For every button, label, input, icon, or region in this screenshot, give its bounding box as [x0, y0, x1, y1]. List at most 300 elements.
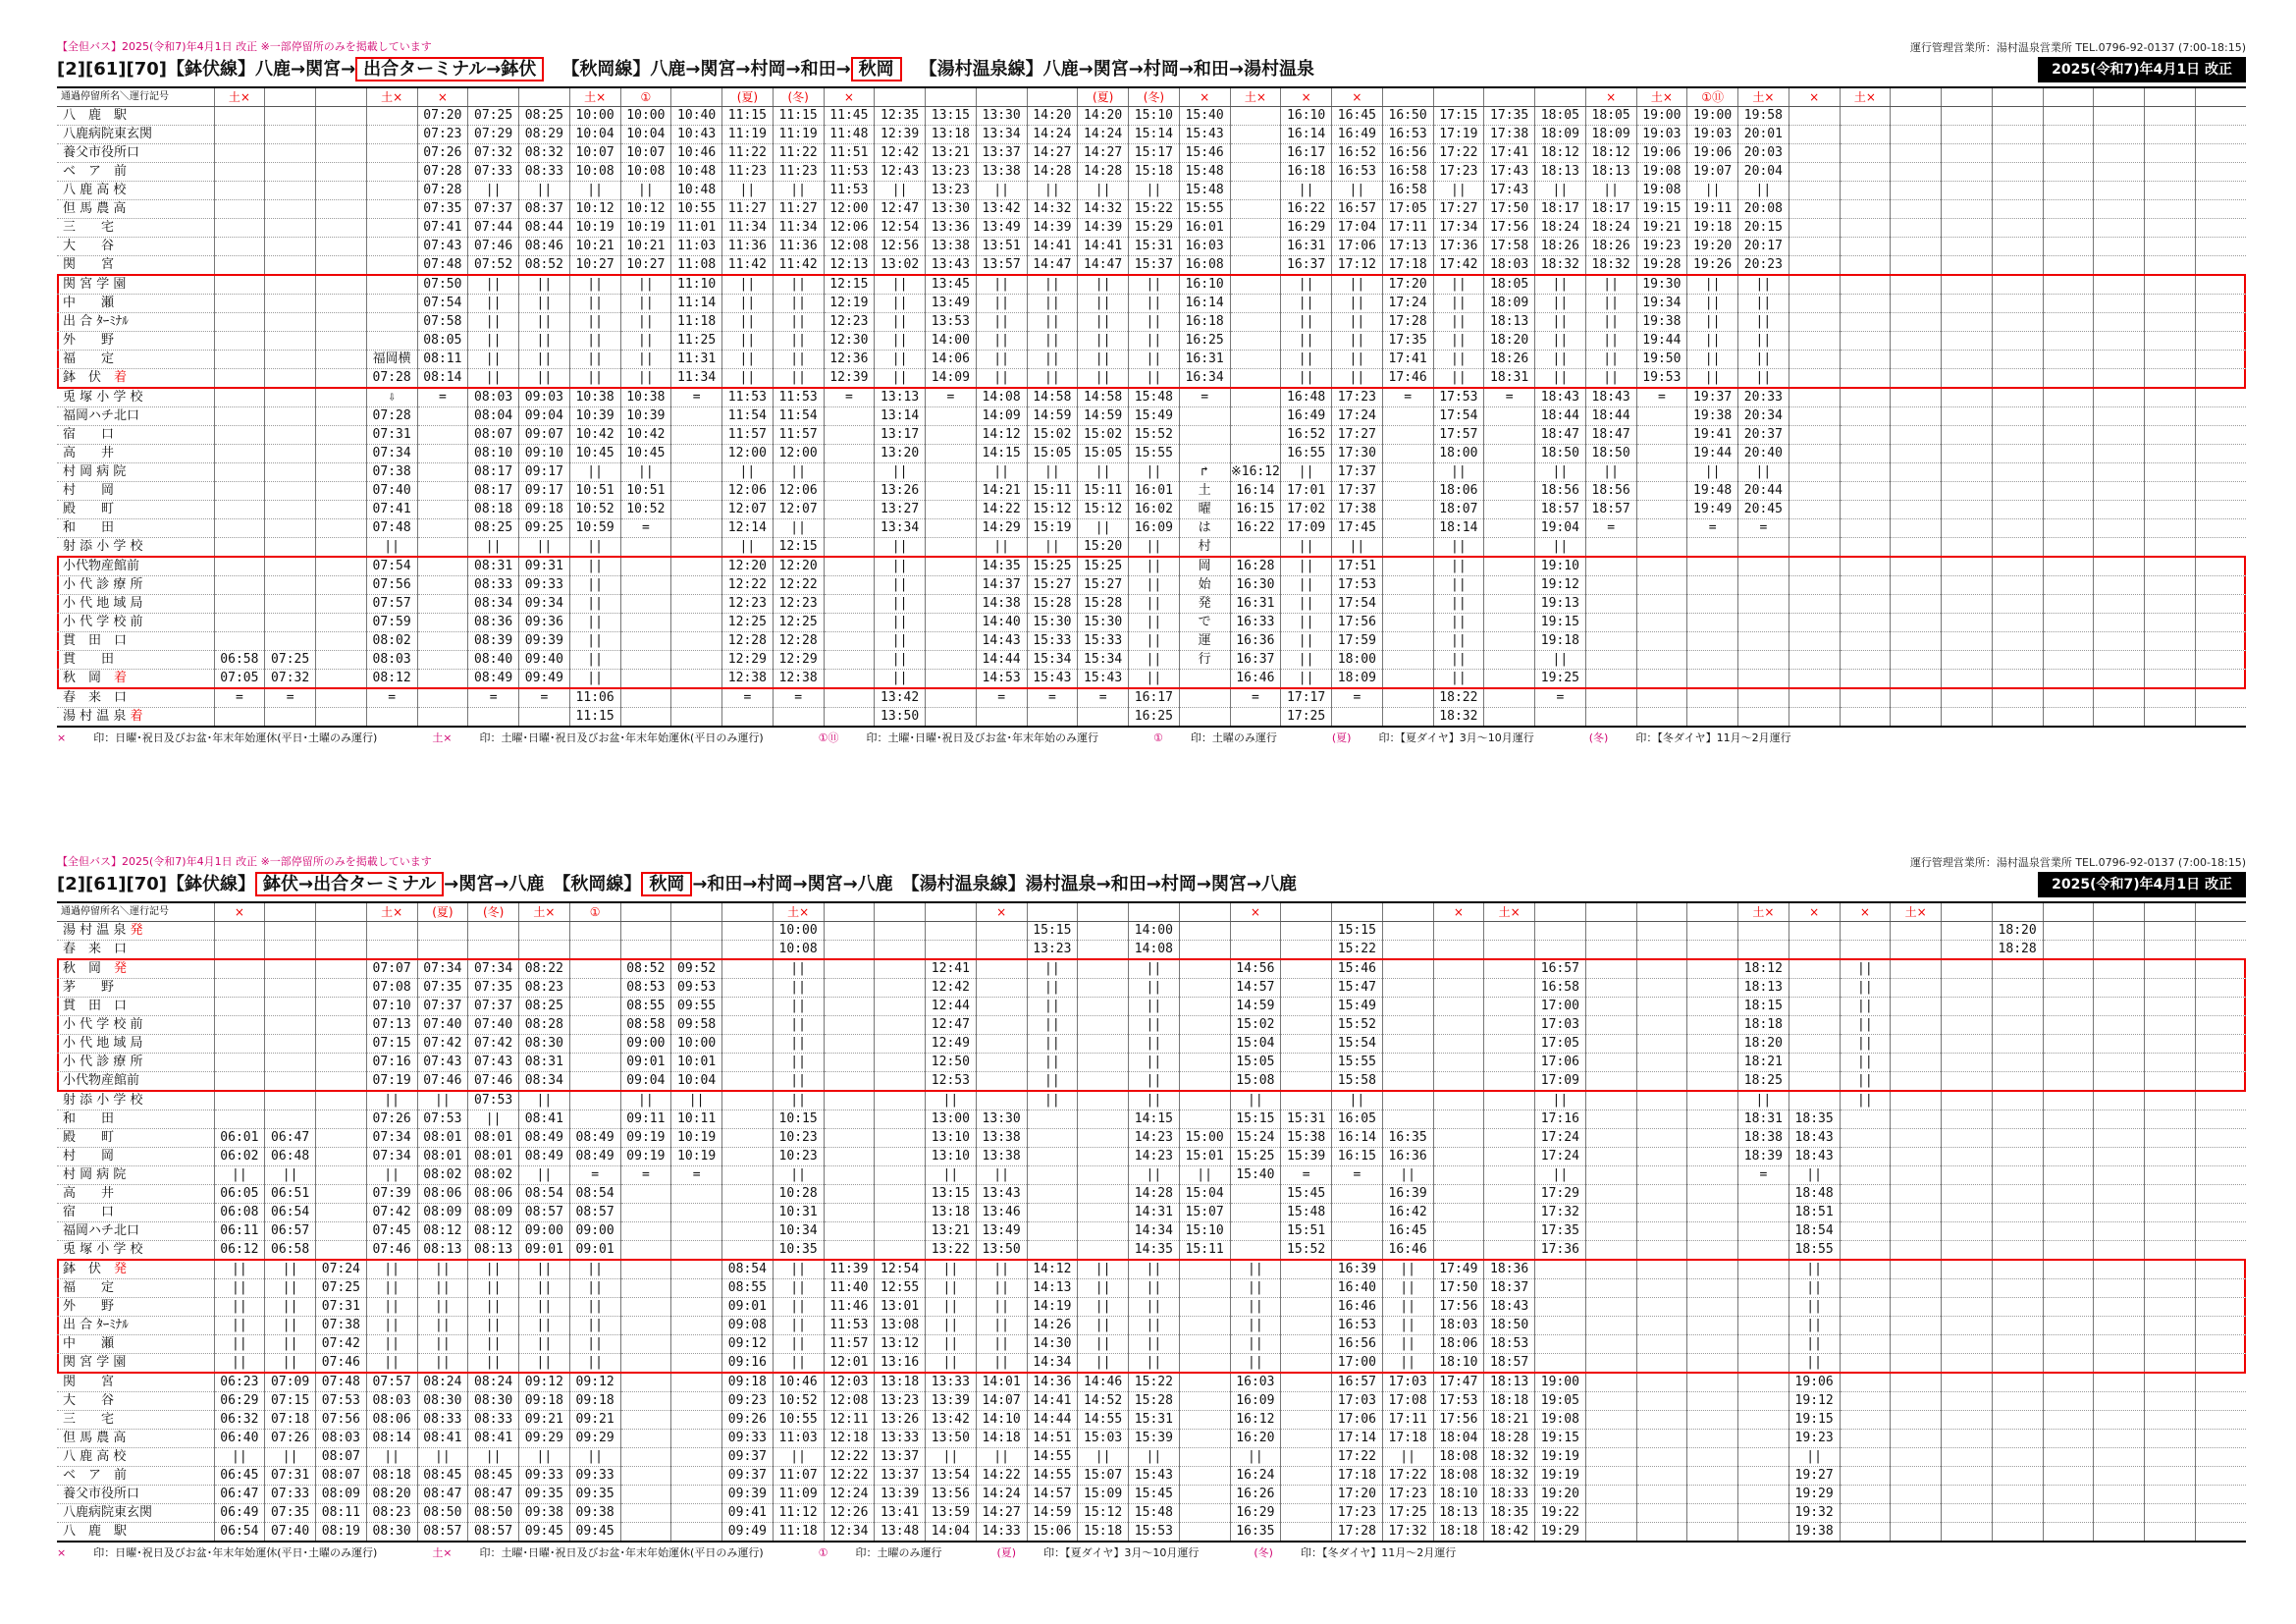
- time-cell: 13:30: [976, 107, 1027, 126]
- time-cell: [2094, 1279, 2145, 1298]
- service-mark: ①⑪: [1687, 87, 1738, 107]
- time-cell: [1942, 238, 1993, 256]
- time-cell: 16:09: [1230, 1392, 1281, 1411]
- time-cell: 15:53: [1129, 1523, 1180, 1543]
- stop-name: 養父市役所口: [57, 1486, 214, 1504]
- time-cell: 18:36: [1484, 1260, 1535, 1279]
- time-cell: 19:08: [1636, 163, 1687, 182]
- time-cell: 12:25: [722, 614, 774, 632]
- service-mark: 土×: [1891, 902, 1942, 922]
- stop-name: 村 岡 病 院: [57, 463, 214, 482]
- time-cell: 14:24: [976, 1486, 1027, 1504]
- time-cell: [1433, 959, 1484, 979]
- time-cell: [1942, 426, 1993, 445]
- time-cell: ||: [1433, 632, 1484, 651]
- time-cell: 14:24: [1027, 126, 1078, 144]
- time-cell: [265, 614, 316, 632]
- time-cell: [1891, 1430, 1942, 1448]
- time-cell: 18:25: [1738, 1072, 1789, 1092]
- time-cell: 08:49: [569, 1129, 620, 1148]
- service-mark: (夏): [1078, 87, 1129, 107]
- time-cell: [1891, 1317, 1942, 1335]
- time-cell: [1484, 632, 1535, 651]
- time-cell: 18:50: [1535, 445, 1586, 463]
- time-cell: ||: [1433, 295, 1484, 313]
- time-cell: [265, 941, 316, 960]
- legend-key: (夏): [1331, 731, 1352, 744]
- time-cell: [1636, 998, 1687, 1016]
- time-cell: [1789, 351, 1840, 369]
- timetable-row: [57, 519, 2246, 538]
- time-cell: [671, 1448, 722, 1467]
- time-cell: ||: [1281, 557, 1332, 576]
- time-cell: [1840, 688, 1891, 708]
- time-cell: [1840, 332, 1891, 351]
- time-cell: 12:29: [722, 651, 774, 670]
- time-cell: 19:06: [1687, 144, 1738, 163]
- time-cell: ||: [1840, 1072, 1891, 1092]
- time-cell: [1992, 1204, 2043, 1222]
- time-cell: [1891, 1354, 1942, 1374]
- time-cell: 12:47: [926, 1016, 977, 1035]
- time-cell: ||: [366, 1317, 417, 1335]
- service-mark: [824, 902, 875, 922]
- time-cell: [2094, 200, 2145, 219]
- time-cell: [2043, 445, 2094, 463]
- time-cell: [265, 632, 316, 651]
- time-cell: 12:35: [875, 107, 926, 126]
- time-cell: [1942, 1129, 1993, 1148]
- time-cell: [1738, 576, 1789, 595]
- time-cell: 07:44: [468, 219, 519, 238]
- time-cell: 14:08: [1129, 941, 1180, 960]
- time-cell: 20:34: [1738, 407, 1789, 426]
- time-cell: ||: [1433, 670, 1484, 689]
- time-cell: 18:06: [1433, 1335, 1484, 1354]
- time-cell: 16:03: [1230, 1373, 1281, 1392]
- time-cell: [1891, 1504, 1942, 1523]
- time-cell: 11:27: [773, 200, 824, 219]
- time-cell: 17:45: [1332, 519, 1383, 538]
- time-cell: 07:10: [366, 998, 417, 1016]
- time-cell: [1484, 576, 1535, 595]
- time-cell: 11:22: [773, 144, 824, 163]
- time-cell: [316, 1110, 367, 1129]
- time-cell: [2195, 651, 2246, 670]
- time-cell: [824, 688, 875, 708]
- time-cell: 15:19: [1027, 519, 1078, 538]
- service-mark: [1687, 902, 1738, 922]
- time-cell: ||: [519, 1166, 570, 1185]
- time-cell: [2195, 107, 2246, 126]
- time-cell: 14:20: [1027, 107, 1078, 126]
- time-cell: [1535, 1298, 1586, 1317]
- time-cell: ||: [722, 275, 774, 295]
- time-cell: 17:53: [1433, 388, 1484, 407]
- time-cell: ||: [1332, 275, 1383, 295]
- time-cell: [2195, 313, 2246, 332]
- time-cell: [214, 1110, 265, 1129]
- time-cell: ||: [1078, 519, 1129, 538]
- time-cell: [1891, 1486, 1942, 1504]
- time-cell: 14:00: [1129, 922, 1180, 941]
- time-cell: 19:38: [1789, 1523, 1840, 1543]
- time-cell: [1992, 1129, 2043, 1148]
- time-cell: [1789, 501, 1840, 519]
- time-cell: [265, 182, 316, 200]
- time-cell: [2145, 332, 2196, 351]
- time-cell: [2094, 595, 2145, 614]
- time-cell: 19:03: [1687, 126, 1738, 144]
- time-cell: 15:05: [1027, 445, 1078, 463]
- time-cell: 16:58: [1535, 979, 1586, 998]
- time-cell: 18:35: [1484, 1504, 1535, 1523]
- time-cell: [1687, 998, 1738, 1016]
- time-cell: 08:54: [722, 1260, 774, 1279]
- title-part: 【湯村温泉線】八鹿→関宮→村岡→和田→湯村温泉: [919, 59, 1314, 80]
- time-cell: ||: [265, 1354, 316, 1374]
- time-cell: 08:57: [569, 1204, 620, 1222]
- time-cell: 08:11: [417, 351, 468, 369]
- time-cell: 07:59: [366, 614, 417, 632]
- time-cell: [875, 1016, 926, 1035]
- time-cell: [1484, 482, 1535, 501]
- time-cell: [2145, 238, 2196, 256]
- time-cell: [1992, 998, 2043, 1016]
- time-cell: 15:24: [1230, 1129, 1281, 1148]
- time-cell: [1230, 275, 1281, 295]
- time-cell: 08:52: [519, 256, 570, 276]
- time-cell: [316, 538, 367, 558]
- time-cell: [1992, 1430, 2043, 1448]
- time-cell: [366, 295, 417, 313]
- legend-item: [432, 1546, 790, 1559]
- time-cell: [2043, 163, 2094, 182]
- time-cell: [875, 941, 926, 960]
- time-cell: 10:00: [569, 107, 620, 126]
- time-cell: [671, 1373, 722, 1392]
- stop-name: 春 来 口: [57, 688, 214, 708]
- time-cell: [1738, 1354, 1789, 1374]
- stop-name: 兎 塚 小 学 校: [57, 388, 214, 407]
- time-cell: [1891, 1035, 1942, 1054]
- time-cell: 08:20: [366, 1486, 417, 1504]
- time-cell: [316, 1185, 367, 1204]
- time-cell: [2145, 463, 2196, 482]
- time-cell: ||: [265, 1260, 316, 1279]
- time-cell: =: [1332, 1166, 1383, 1185]
- time-cell: 09:41: [722, 1504, 774, 1523]
- timetable-row: [57, 688, 2246, 708]
- time-cell: [1840, 369, 1891, 389]
- timetable-row: [57, 632, 2246, 651]
- time-cell: 12:22: [824, 1448, 875, 1467]
- time-cell: [1789, 1054, 1840, 1072]
- time-cell: [1687, 1430, 1738, 1448]
- time-cell: [1840, 295, 1891, 313]
- time-cell: ||: [1687, 332, 1738, 351]
- time-cell: [1891, 941, 1942, 960]
- stop-name: 福 定: [57, 351, 214, 369]
- time-cell: [1636, 614, 1687, 632]
- time-cell: 13:50: [976, 1241, 1027, 1261]
- time-cell: 10:21: [620, 238, 671, 256]
- time-cell: [1738, 1504, 1789, 1523]
- time-cell: 19:07: [1687, 163, 1738, 182]
- time-cell: [1891, 332, 1942, 351]
- time-cell: [1585, 1411, 1636, 1430]
- time-cell: ||: [1535, 313, 1586, 332]
- time-cell: =: [417, 388, 468, 407]
- time-cell: [2195, 1373, 2246, 1392]
- time-cell: 12:18: [824, 1430, 875, 1448]
- time-cell: [1585, 1298, 1636, 1317]
- stop-name: 兎 塚 小 学 校: [57, 1241, 214, 1261]
- timetable-row: [57, 1016, 2246, 1035]
- time-cell: 16:49: [1281, 407, 1332, 426]
- time-cell: [1942, 369, 1993, 389]
- time-cell: ||: [468, 1298, 519, 1317]
- time-cell: 16:25: [1129, 708, 1180, 728]
- time-cell: 06:58: [214, 651, 265, 670]
- time-cell: [1687, 651, 1738, 670]
- time-cell: 07:20: [417, 107, 468, 126]
- legend-key: 土×: [432, 1546, 453, 1559]
- time-cell: [1179, 1392, 1230, 1411]
- time-cell: ||: [620, 295, 671, 313]
- time-cell: 18:26: [1535, 238, 1586, 256]
- time-cell: [1636, 407, 1687, 426]
- time-cell: 14:35: [976, 557, 1027, 576]
- time-cell: [1179, 1317, 1230, 1335]
- time-cell: [316, 445, 367, 463]
- time-cell: 19:00: [1636, 107, 1687, 126]
- time-cell: [1891, 1091, 1942, 1110]
- time-cell: [1230, 1222, 1281, 1241]
- time-cell: ||: [417, 1279, 468, 1298]
- time-cell: ||: [1281, 313, 1332, 332]
- time-cell: 13:51: [976, 238, 1027, 256]
- time-cell: 18:44: [1535, 407, 1586, 426]
- time-cell: [2145, 1317, 2196, 1335]
- timetable: [57, 901, 2246, 1543]
- time-cell: =: [1585, 519, 1636, 538]
- time-cell: 07:25: [265, 651, 316, 670]
- time-cell: 09:12: [569, 1373, 620, 1392]
- time-cell: [1891, 238, 1942, 256]
- time-cell: [1179, 670, 1230, 689]
- time-cell: ||: [1027, 998, 1078, 1016]
- time-cell: [1281, 1260, 1332, 1279]
- time-cell: =: [976, 688, 1027, 708]
- time-cell: は: [1179, 519, 1230, 538]
- time-cell: [316, 1148, 367, 1166]
- timetable-row: [57, 1204, 2246, 1222]
- time-cell: [1840, 1298, 1891, 1317]
- stop-name: 関 宮 学 園: [57, 1354, 214, 1374]
- time-cell: [2043, 482, 2094, 501]
- time-cell: [1840, 313, 1891, 332]
- timetable-row: [57, 670, 2246, 689]
- time-cell: [1942, 557, 1993, 576]
- time-cell: [722, 1241, 774, 1261]
- time-cell: 13:23: [875, 1392, 926, 1411]
- time-cell: 07:46: [366, 1241, 417, 1261]
- time-cell: [1484, 538, 1535, 558]
- time-cell: [2094, 238, 2145, 256]
- time-cell: [1789, 1016, 1840, 1035]
- time-cell: [1738, 670, 1789, 689]
- time-cell: ||: [1129, 1354, 1180, 1374]
- time-cell: [2145, 519, 2196, 538]
- time-cell: [1585, 1279, 1636, 1298]
- time-cell: [1484, 1185, 1535, 1204]
- time-cell: 16:52: [1332, 144, 1383, 163]
- time-cell: [2145, 538, 2196, 558]
- timetable-row: [57, 1317, 2246, 1335]
- time-cell: [1687, 1016, 1738, 1035]
- time-cell: [1840, 388, 1891, 407]
- time-cell: [926, 538, 977, 558]
- time-cell: ||: [1789, 1335, 1840, 1354]
- time-cell: [1840, 1354, 1891, 1374]
- time-cell: で: [1179, 614, 1230, 632]
- time-cell: 19:27: [1789, 1467, 1840, 1486]
- title-highlight: 鉢伏→出合ターミナル: [255, 872, 444, 896]
- time-cell: 17:43: [1484, 182, 1535, 200]
- time-cell: [1891, 126, 1942, 144]
- time-cell: 06:29: [214, 1392, 265, 1411]
- time-cell: 18:48: [1789, 1185, 1840, 1204]
- time-cell: [2043, 1016, 2094, 1035]
- time-cell: [2145, 1467, 2196, 1486]
- time-cell: 08:31: [519, 1054, 570, 1072]
- time-cell: [214, 295, 265, 313]
- time-cell: [1687, 1504, 1738, 1523]
- time-cell: 11:06: [569, 688, 620, 708]
- time-cell: [2043, 200, 2094, 219]
- time-cell: [1636, 688, 1687, 708]
- stop-name: 貫 田: [57, 651, 214, 670]
- time-cell: [316, 959, 367, 979]
- time-cell: ||: [773, 979, 824, 998]
- timetable-row: [57, 979, 2246, 998]
- time-cell: [620, 614, 671, 632]
- time-cell: 16:14: [1281, 126, 1332, 144]
- time-cell: [1281, 1504, 1332, 1523]
- time-cell: 18:26: [1484, 351, 1535, 369]
- time-cell: 15:10: [1129, 107, 1180, 126]
- time-cell: [1078, 979, 1129, 998]
- time-cell: ||: [1840, 979, 1891, 998]
- timetable-row: [57, 576, 2246, 595]
- time-cell: [417, 576, 468, 595]
- time-cell: 14:30: [1027, 1335, 1078, 1354]
- time-cell: ||: [519, 1298, 570, 1317]
- time-cell: 18:50: [1585, 445, 1636, 463]
- time-cell: [1942, 1354, 1993, 1374]
- time-cell: 11:42: [722, 256, 774, 276]
- time-cell: [1789, 126, 1840, 144]
- time-cell: ||: [773, 313, 824, 332]
- time-cell: 16:35: [1230, 1523, 1281, 1543]
- time-cell: [1891, 445, 1942, 463]
- time-cell: ||: [1129, 1279, 1180, 1298]
- time-cell: [1942, 1035, 1993, 1054]
- time-cell: 13:10: [926, 1129, 977, 1148]
- stop-name: 殿 町: [57, 501, 214, 519]
- service-mark: ×: [976, 902, 1027, 922]
- time-cell: [2094, 1298, 2145, 1317]
- time-cell: 19:20: [1535, 1486, 1586, 1504]
- stop-name: 外 野: [57, 332, 214, 351]
- time-cell: 17:14: [1332, 1430, 1383, 1448]
- time-cell: 16:17: [1281, 144, 1332, 163]
- time-cell: 08:17: [468, 463, 519, 482]
- time-cell: ||: [1281, 576, 1332, 595]
- time-cell: ||: [1535, 1166, 1586, 1185]
- time-cell: [1585, 1467, 1636, 1486]
- time-cell: 18:18: [1433, 1523, 1484, 1543]
- time-cell: [1992, 107, 2043, 126]
- time-cell: [1078, 1054, 1129, 1072]
- time-cell: ||: [1129, 1335, 1180, 1354]
- time-cell: 09:04: [519, 407, 570, 426]
- timetable-row: [57, 1241, 2246, 1261]
- time-cell: ||: [214, 1298, 265, 1317]
- time-cell: ||: [1078, 1298, 1129, 1317]
- time-cell: 曜: [1179, 501, 1230, 519]
- time-cell: 14:21: [976, 482, 1027, 501]
- time-cell: 18:24: [1585, 219, 1636, 238]
- time-cell: [2043, 614, 2094, 632]
- time-cell: =: [519, 688, 570, 708]
- time-cell: 08:06: [366, 1411, 417, 1430]
- time-cell: 16:10: [1281, 107, 1332, 126]
- time-cell: [1992, 1298, 2043, 1317]
- time-cell: 15:31: [1129, 1411, 1180, 1430]
- time-cell: 09:33: [569, 1467, 620, 1486]
- time-cell: ||: [1433, 614, 1484, 632]
- time-cell: 07:26: [265, 1430, 316, 1448]
- time-cell: [1891, 501, 1942, 519]
- time-cell: ||: [214, 1317, 265, 1335]
- time-cell: [1433, 922, 1484, 941]
- time-cell: [1942, 1279, 1993, 1298]
- time-cell: [265, 959, 316, 979]
- time-cell: 16:30: [1230, 576, 1281, 595]
- time-cell: ||: [1129, 1260, 1180, 1279]
- time-cell: [671, 1222, 722, 1241]
- time-cell: [1789, 538, 1840, 558]
- time-cell: [976, 922, 1027, 941]
- time-cell: [1687, 1166, 1738, 1185]
- time-cell: 14:39: [1027, 219, 1078, 238]
- time-cell: [2195, 482, 2246, 501]
- service-mark: [1535, 902, 1586, 922]
- time-cell: ||: [1535, 463, 1586, 482]
- time-cell: [1433, 1204, 1484, 1222]
- time-cell: 08:03: [316, 1430, 367, 1448]
- time-cell: [2195, 144, 2246, 163]
- time-cell: [1281, 959, 1332, 979]
- time-cell: [824, 670, 875, 689]
- time-cell: 13:50: [926, 1430, 977, 1448]
- time-cell: ||: [1382, 1317, 1433, 1335]
- time-cell: [824, 463, 875, 482]
- time-cell: [1992, 332, 2043, 351]
- time-cell: [2043, 1204, 2094, 1222]
